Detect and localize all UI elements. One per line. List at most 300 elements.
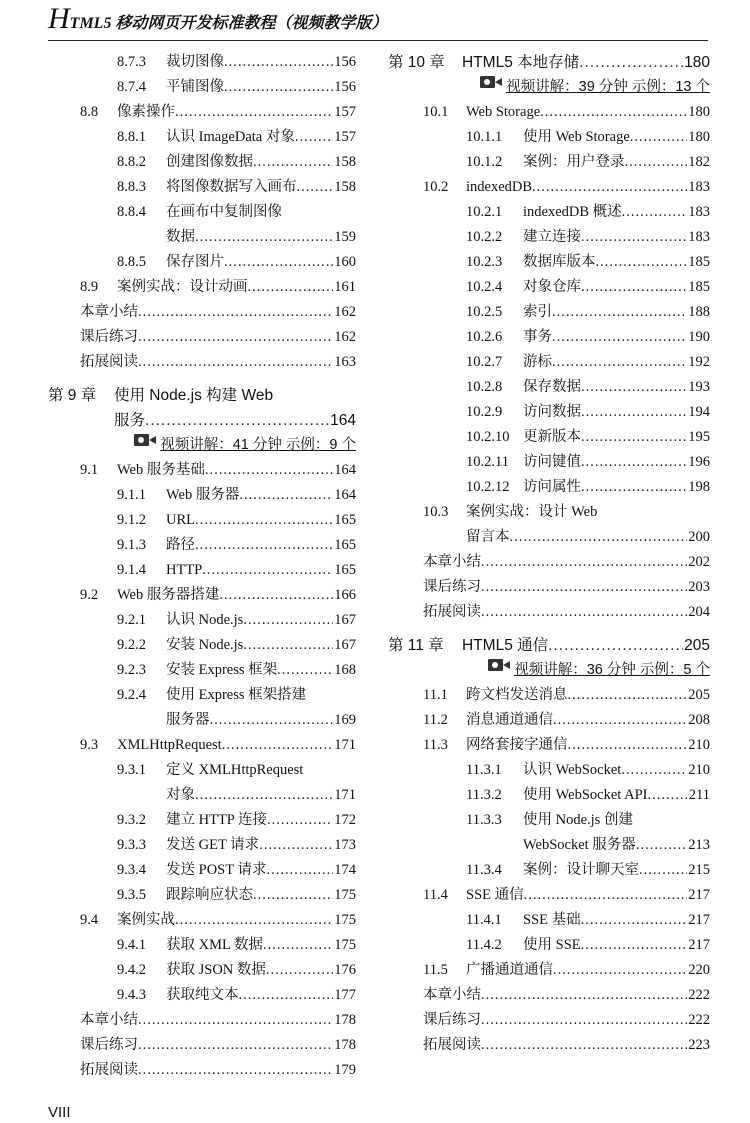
toc-entry-body [166,250,356,275]
dot-leader [622,200,688,225]
toc-entry-number: 10.2.11 [466,454,509,470]
toc-entry [388,425,710,450]
toc-entry-body [423,1008,710,1033]
toc-entry-number: 10.2.9 [466,404,503,420]
toc-entry-page: 220 [688,962,710,978]
toc-entry-body [166,833,356,858]
toc-entry-number: 11.3.4 [466,862,502,878]
video-info-text-wrap [462,658,710,683]
toc-entry-title: 保存数据 [523,379,581,395]
toc-entry-page: 217 [688,937,710,953]
video-info [388,75,710,100]
toc-entry-page: 210 [688,737,710,753]
dot-leader [138,300,333,325]
toc-entry-number: 9.4 [80,912,99,928]
toc-entry-title: 使用 SSE [523,937,581,953]
toc-entry-title: 像素操作 [117,104,175,120]
toc-entry [48,958,356,983]
toc-entry-body [166,658,356,683]
toc-entry-number: 11.4.1 [466,912,502,928]
dot-leader [481,1033,687,1058]
toc-entry-number: 9.2.3 [117,662,146,678]
toc-entry [48,1033,356,1058]
book-title-text: TML5 移动网页开发标准教程（视频教学版） [69,15,388,32]
toc-entry [388,683,710,708]
toc-entry-title: indexedDB 概述 [523,204,622,220]
toc-entry-title: 本章小结 [423,987,481,1003]
toc-entry-title: SSE 基础 [523,912,581,928]
toc-entry-page: 159 [334,229,356,245]
toc-entry [388,325,710,350]
toc-entry-body [166,150,356,175]
dot-leader [581,908,688,933]
toc-entry [48,858,356,883]
dot-leader [579,50,683,75]
dot-leader [481,575,687,600]
toc-entry-title: 数据库版本 [523,254,596,270]
toc-entry-title: 课后练习 [80,1037,138,1053]
toc-entry-title: 使用 Node.js 创建 [523,812,633,828]
toc-entry-page: 156 [334,54,356,70]
toc-entry-title: 事务 [523,329,552,345]
dot-leader [138,350,333,375]
toc-entry-number: 10.1 [423,104,449,120]
toc-entry [48,658,356,683]
toc-entry [388,783,710,808]
toc-entry-page: 168 [334,662,356,678]
toc-entry-number: 9.1.2 [117,512,146,528]
toc-entry-number: 9.1.3 [117,537,146,553]
toc-entry-number: 9.3.4 [117,862,146,878]
toc-entry [388,275,710,300]
toc-entry [48,833,356,858]
toc-entry-title: 拓展阅读 [423,1037,481,1053]
video-info-text: 视频讲解：41 分钟 示例：9 个 [160,437,356,453]
dot-leader [552,300,687,325]
toc-entry-number: 8.7.4 [117,79,146,95]
toc-entry-body [166,125,356,150]
toc-entry-number: 11.3.1 [466,762,502,778]
toc-entry-page: 196 [688,454,710,470]
toc-entry-title: 案例实战：设计 Web [466,504,598,520]
toc-entry-body [466,100,710,125]
toc-entry-page: 205 [688,687,710,703]
toc-entry-title: URL [166,512,195,528]
toc-entry-body [117,733,356,758]
toc-chapter-entry [48,408,356,433]
toc-entry-title: Web 服务器搭建 [117,587,220,603]
toc-entry-body [466,525,710,550]
toc-entry-title: Web 服务基础 [117,462,205,478]
toc-entry-body [523,375,710,400]
toc-entry-title: 定义 XMLHttpRequest [166,762,304,778]
toc-entry-page: 198 [688,479,710,495]
dot-leader [145,408,329,433]
toc-entry-page: 185 [688,279,710,295]
toc-entry-body [166,808,356,833]
toc-entry [388,908,710,933]
toc-entry-body [166,533,356,558]
toc-entry-page: 180 [684,54,710,71]
toc-entry-page: 171 [334,737,356,753]
toc-entry-page: 211 [688,787,710,803]
toc-entry-number: 9.4.3 [117,987,146,1003]
toc-entry-title: 拓展阅读 [423,604,481,620]
dot-leader [195,225,333,250]
toc-entry [48,758,356,783]
toc-entry-number: 10.2.5 [466,304,503,320]
toc-entry-number: 9.2.4 [117,687,146,703]
toc-entry-body [523,275,710,300]
toc-entry [48,583,356,608]
toc-entry-number: 9.2.1 [117,612,146,628]
dot-leader [267,808,333,833]
toc-entry-title: 创建图像数据 [166,154,253,170]
dot-leader [259,833,333,858]
toc-entry-page: 158 [334,179,356,195]
toc-entry-title: 更新版本 [523,429,581,445]
toc-entry-body [166,225,356,250]
toc-entry-body [523,350,710,375]
toc-entry-number: 10.2.12 [466,479,510,495]
toc-entry-body [466,175,710,200]
toc-entry-page: 171 [334,787,356,803]
dot-leader [202,558,333,583]
toc-entry-page: 157 [334,129,356,145]
dot-leader [552,325,687,350]
toc-entry-page: 175 [334,912,356,928]
toc-entry-body [523,425,710,450]
toc-entry-title: 本章小结 [423,554,481,570]
toc-entry-title: 广播通道通信 [466,962,553,978]
dot-leader [138,325,333,350]
toc-column-right [388,50,710,1058]
toc-entry-page: 200 [688,529,710,545]
toc-entry-body [166,783,356,808]
dot-leader [175,908,333,933]
dot-leader [175,100,333,125]
toc-entry [48,508,356,533]
toc-entry-body [462,50,710,75]
toc-entry-body [423,1033,710,1058]
logo-letter: H [48,2,70,35]
toc-entry [48,125,356,150]
toc-entry-page: 183 [688,204,710,220]
toc-entry-page: 182 [688,154,710,170]
toc-entry-page: 157 [334,104,356,120]
dot-leader [581,400,687,425]
video-info-text-wrap [114,433,356,458]
toc-entry-title: 本章小结 [80,304,138,320]
toc-entry-body [523,225,710,250]
toc-entry-page: 185 [688,254,710,270]
toc-entry-title: SSE 通信 [466,887,524,903]
toc-entry-body [80,325,356,350]
dot-leader [248,275,334,300]
toc-entry-title: 案例：用户登录 [523,154,625,170]
toc-entry-body [466,958,710,983]
dot-leader [552,350,687,375]
section-gap [48,375,356,383]
toc-entry-title: 认识 WebSocket [523,762,622,778]
toc-entry-page: 164 [330,412,356,429]
toc-entry-page: 222 [688,987,710,1003]
toc-chapter-entry [388,50,710,75]
toc-entry-title: 获取纯文本 [166,987,239,1003]
toc-entry-title: Web 服务器 [166,487,240,503]
toc-entry [48,175,356,200]
dot-leader [138,1008,333,1033]
toc-entry-body [523,250,710,275]
toc-entry [388,883,710,908]
toc-entry-body [117,583,356,608]
dot-leader [219,583,333,608]
toc-entry-number: 第 10 章 [388,54,445,71]
dot-leader [195,783,333,808]
toc-entry-page: 165 [334,562,356,578]
toc-entry-body [523,125,710,150]
toc-entry-body [166,175,356,200]
toc-entry-page: 223 [688,1037,710,1053]
dot-leader [195,533,333,558]
dot-leader [481,983,687,1008]
toc-chapter-entry [388,633,710,658]
toc-entry-body [466,500,710,525]
toc-entry-title: 建立 HTTP 连接 [166,812,267,828]
toc-entry-title: 使用 Node.js 构建 Web [114,387,274,404]
toc-entry-body [466,708,710,733]
toc-entry [388,1033,710,1058]
toc-column-left [48,50,356,1083]
dot-leader [239,483,333,508]
toc-entry-number: 9.3.3 [117,837,146,853]
toc-entry-title: XMLHttpRequest [117,737,222,753]
toc-entry [388,350,710,375]
toc-entry [48,808,356,833]
dot-leader [239,983,334,1008]
toc-entry [48,325,356,350]
toc-entry-body [166,858,356,883]
toc-entry-body [462,633,710,658]
toc-entry-page: 202 [688,554,710,570]
dot-leader [510,525,688,550]
book-title [48,2,387,36]
dot-leader [224,75,333,100]
toc-entry-body [114,408,356,433]
toc-entry-title: 拓展阅读 [80,354,138,370]
toc-entry-title: 安装 Node.js [166,637,244,653]
dot-leader [581,933,688,958]
toc-entry [48,983,356,1008]
toc-entry [48,275,356,300]
toc-entry-page: 192 [688,354,710,370]
toc-entry [48,150,356,175]
toc-entry-title: 数据 [166,229,195,245]
toc-entry-body [523,783,710,808]
toc-entry-number: 10.3 [423,504,449,520]
toc-entry [388,475,710,500]
toc-entry-number: 8.8.4 [117,204,146,220]
toc-entry-number: 11.3.2 [466,787,502,803]
toc-entry-page: 205 [684,637,710,654]
toc-entry-title: 课后练习 [423,579,481,595]
toc-entry-number: 10.2.8 [466,379,503,395]
toc-entry-body [166,933,356,958]
dot-leader [297,175,334,200]
toc-entry-body [117,908,356,933]
toc-entry-body [166,758,356,783]
toc-entry-page: 195 [688,429,710,445]
toc-entry-page: 178 [334,1037,356,1053]
dot-leader [568,683,688,708]
toc-entry-number: 8.7.3 [117,54,146,70]
video-info-text: 视频讲解：39 分钟 示例：13 个 [506,79,710,95]
toc-entry-page: 164 [334,462,356,478]
dot-leader [630,125,687,150]
running-header [48,0,708,41]
toc-entry-number: 11.5 [423,962,448,978]
toc-entry-title: 访问属性 [523,479,581,495]
dot-leader [224,50,333,75]
dot-leader [243,633,333,658]
toc-entry-number: 9.3 [80,737,99,753]
toc-entry-number: 9.3.1 [117,762,146,778]
toc-entry-page: 180 [688,104,710,120]
toc-entry-number: 9.1 [80,462,99,478]
toc-entry-title: 消息通道通信 [466,712,553,728]
dot-leader [540,100,687,125]
toc-entry-number: 10.2.7 [466,354,503,370]
toc-entry-title: 案例实战 [117,912,175,928]
toc-entry-title: 保存图片 [166,254,224,270]
toc-entry [388,733,710,758]
toc-entry-body [80,1033,356,1058]
video-camera-icon [480,75,502,89]
toc-entry-title: HTML5 通信 [462,637,549,654]
toc-entry-title: 安装 Express 框架 [166,662,278,678]
toc-entry-page: 163 [334,354,356,370]
toc-entry-title: 路径 [166,537,195,553]
dot-leader [581,225,687,250]
toc-entry-page: 222 [688,1012,710,1028]
video-camera-icon [488,658,510,672]
toc-entry [388,125,710,150]
dot-leader [581,375,687,400]
toc-entry-title: 课后练习 [423,1012,481,1028]
toc-entry-page: 173 [334,837,356,853]
toc-entry-page: 172 [334,812,356,828]
toc-entry [48,533,356,558]
toc-entry-body [523,200,710,225]
toc-entry-body [523,833,710,858]
toc-entry [388,983,710,1008]
toc-entry-body [523,475,710,500]
toc-entry [388,225,710,250]
toc-entry-body [523,808,710,833]
dot-leader [524,883,688,908]
toc-entry-number: 11.4.2 [466,937,502,953]
toc-entry-body [166,983,356,1008]
toc-entry [388,933,710,958]
toc-entry-title: 对象 [166,787,195,803]
dot-leader [138,1033,333,1058]
toc-entry [388,833,710,858]
toc-entry-page: 175 [334,937,356,953]
toc-entry-page: 213 [688,837,710,853]
toc-entry-title: Web Storage [466,104,541,120]
dot-leader [224,250,333,275]
toc-entry-body [166,883,356,908]
toc-entry-number: 10.2.4 [466,279,503,295]
dot-leader [639,858,687,883]
toc-entry-title: 拓展阅读 [80,1062,138,1078]
dot-leader [553,708,687,733]
toc-entry-number: 第 11 章 [388,637,444,654]
toc-entry [48,1058,356,1083]
toc-entry-body [423,600,710,625]
toc-entry-body [523,400,710,425]
toc-entry-body [423,550,710,575]
toc-entry-title: 索引 [523,304,552,320]
toc-entry-number: 11.3.3 [466,812,502,828]
toc-entry-page: 217 [688,912,710,928]
dot-leader [581,275,687,300]
toc-entry-number: 11.1 [423,687,448,703]
toc-entry-title: 获取 XML 数据 [166,937,263,953]
toc-entry-title: HTML5 本地存储 [462,54,580,71]
toc-entry-number: 10.2.2 [466,229,503,245]
toc-entry [388,600,710,625]
toc-entry-body [523,933,710,958]
toc-entry-number: 9.1.4 [117,562,146,578]
toc-entry [388,550,710,575]
dot-leader [481,550,687,575]
toc-entry [48,200,356,225]
toc-entry-number: 9.2.2 [117,637,146,653]
toc-entry-title: indexedDB [466,179,533,195]
toc-entry-body [166,708,356,733]
toc-entry [48,933,356,958]
toc-entry-title: 服务器 [166,712,210,728]
toc-entry-page: 178 [334,1012,356,1028]
toc-entry-body [166,683,356,708]
toc-entry-title: 裁切图像 [166,54,224,70]
toc-entry-title: 课后练习 [80,329,138,345]
dot-leader [648,783,688,808]
toc-entry-body [117,275,356,300]
toc-entry [388,300,710,325]
toc-entry-body [523,858,710,883]
toc-entry [48,50,356,75]
dot-leader [195,508,333,533]
toc-entry-page: 194 [688,404,710,420]
toc-entry-page: 183 [688,179,710,195]
toc-entry-title: 本章小结 [80,1012,138,1028]
toc-entry [388,375,710,400]
toc-entry-page: 161 [334,279,356,295]
toc-entry-page: 208 [688,712,710,728]
toc-entry-body [166,633,356,658]
toc-entry-number: 9.4.1 [117,937,146,953]
dot-leader [253,150,333,175]
toc-entry-number: 10.2.3 [466,254,503,270]
toc-entry-page: 188 [688,304,710,320]
toc-entry-body [166,200,356,225]
toc-entry-number: 9.3.5 [117,887,146,903]
toc-entry-page: 156 [334,79,356,95]
toc-entry-page: 167 [334,612,356,628]
toc-entry-title: 发送 GET 请求 [166,837,260,853]
